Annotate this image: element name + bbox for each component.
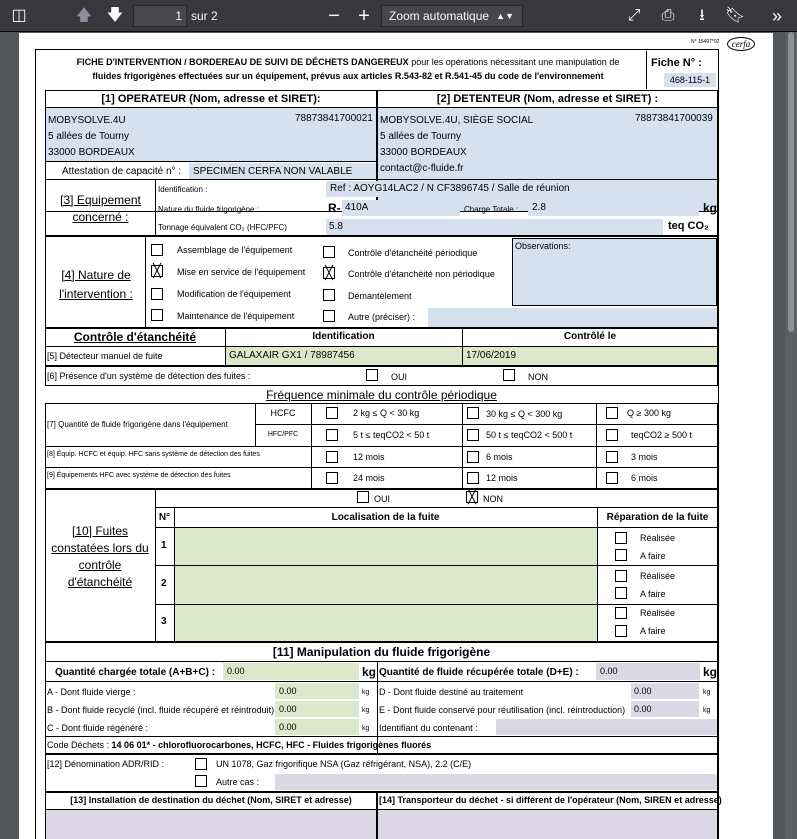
c-field[interactable]: 0.00	[275, 719, 359, 735]
nature-intervention-title: [4] Nature de l'intervention :	[59, 268, 133, 301]
document-viewer	[0, 32, 797, 839]
frequence-title: Fréquence minimale du contrôle périodique	[266, 388, 497, 402]
code-dechets: Code Déchets : 14 06 01* - chlorofluorocarbones, HCFC, HFC - Fluides frigorigènes fluorés	[47, 740, 432, 750]
nature-fluide-label: Nature du fluide frigorigène :	[158, 205, 259, 214]
detection-label: [6] Présence d'un système de détection des fuites :	[47, 371, 251, 381]
detenteur-address: MOBYSOLVE.4U, SIÈGE SOCIAL 5 allées de Tourny 33000 BORDEAUX contact@c-fluide.fr	[380, 115, 534, 174]
checkbox-q9-6[interactable]	[606, 472, 618, 484]
transporteur-header: [14] Transporteur du déchet - si différent de l'opérateur (Nom, SIREN et adresse)	[379, 795, 722, 805]
quantite-label: [7] Quantité de fluide frigorigène dans l'équipement	[47, 420, 228, 429]
operateur-address: MOBYSOLVE.4U 5 allées de Tourny 33000 BORDEAUX	[48, 115, 135, 158]
adr-label: [12] Dénomination ADR/RID :	[47, 759, 165, 769]
chevron-updown-icon: ▲▼	[496, 11, 514, 21]
page-count-label: sur 2	[191, 9, 218, 23]
detecteur-field[interactable]: GALAXAIR GX1 / 78987456	[226, 347, 462, 365]
equip-hcfc-label: [8] Équip. HCFC et équip. HFC sans système de détection des fuites	[47, 451, 260, 458]
detenteur-siret: 78873841700039	[635, 113, 713, 124]
presentation-mode-icon[interactable]: ⤢	[627, 7, 641, 24]
equip-hfc-label: [9] Équipements HFC avec système de détection des fuites	[47, 472, 231, 479]
fuites-title: [10] Fuites constatées lors du contrôle d'étanchéité	[51, 524, 149, 589]
previous-page-icon[interactable]: 🡅	[75, 7, 93, 24]
transporteur-field[interactable]	[378, 810, 717, 839]
detecteur-label: [5] Détecteur manuel de fuite	[47, 351, 163, 361]
e-label: E - Dont fluide conservé pour réutilisation (incl. réintroduction)	[379, 705, 626, 715]
vertical-scrollbar[interactable]	[785, 32, 797, 839]
checkbox-fuite-1-realisee[interactable]	[615, 532, 627, 544]
checkbox-fuite-3-afaire[interactable]	[615, 625, 627, 637]
download-icon[interactable]: ⭳	[699, 7, 705, 24]
checkbox-maintenance[interactable]	[151, 309, 163, 321]
contenant-label: Identifiant du contenant :	[379, 723, 478, 733]
checkbox-fuite-2-afaire[interactable]	[615, 587, 627, 599]
checkbox-modification[interactable]	[151, 288, 163, 300]
checkbox-fuite-3-realisee[interactable]	[615, 607, 627, 619]
fluide-field[interactable]: 410A	[342, 200, 460, 216]
a-label: A - Dont fluide vierge :	[47, 687, 136, 697]
b-field[interactable]: 0.00	[275, 701, 359, 717]
d-field[interactable]: 0.00	[631, 683, 699, 699]
checkbox-autre[interactable]	[323, 310, 335, 322]
checkbox-adr-autre[interactable]	[195, 775, 207, 787]
b-label: B - Dont fluide recyclé (incl. fluide récupéré et réintroduit)	[47, 705, 275, 715]
checkbox-controle-periodique[interactable]	[323, 246, 335, 258]
checkbox-fuites-non[interactable]: ╳	[466, 491, 478, 503]
operateur-header: [1] OPERATEUR (Nom, adresse et SIRET):	[101, 93, 321, 105]
sidebar-toggle-icon[interactable]: ◫	[11, 7, 27, 24]
tools-menu-icon[interactable]: »	[771, 6, 782, 26]
print-icon[interactable]: ⎙	[661, 7, 675, 24]
autre-field[interactable]	[428, 308, 717, 327]
zoom-out-icon[interactable]: −	[328, 5, 340, 27]
charge-label: Charge Totale :	[464, 205, 519, 214]
adr-autre-field[interactable]	[275, 774, 717, 790]
tonnage-field[interactable]: 5.8	[326, 219, 663, 235]
checkbox-fuite-1-afaire[interactable]	[615, 549, 627, 561]
qrecup-label: Quantité de fluide récupérée totale (D+E) :	[379, 667, 579, 678]
bookmark-icon[interactable]: 🔖︎	[724, 7, 746, 24]
checkbox-q9-12[interactable]	[467, 472, 479, 484]
pdf-page: N° 15497*02 cerfa FICHE D'INTERVENTION / BORDEREAU DE SUIVI DE DÉCHETS DANGEREUX pour les opérations nécessitant une manipulation de fluides frigorigènes effectuées sur un équipement, prévus aux articles R.543-82 et R.541-45 du code de l'environnement Fiche N° : 468-115-1 [1] OPERATEUR (Nom, adresse et SIRET): [2] DETENTEUR (Nom, adresse et SIRET) : MOBYSOLVE.4U 5 allées de Tourny 33000 BORDEAUX 78873841700021 MOBYSOLVE.4U, SIÈGE SOCIAL 5 allées de Tourny 33000 BORDEAUX contact@c-fluide.fr 78873841700039 Attestation de capacité n° : SPECIMEN CERFA NON VALABLE [3] Equipement concerné : Identification : Ref : AOYG14LAC2 / N CF3896745 / Salle de réunion Nature du fluide frigorigène : R- 410A Charge Totale : 2.8 kg Tonnage équivalent CO₂ (HFC/PFC) 5.8 teq CO₂ [4] Nature de l'intervention : Assemblage de l'équipement ╳ Mise en service de l'équipement Modification de l'équipement Maintenance de l'équipement Contrôle d'étanchéité périodique ╳ Contrôle d'étanchéité non périodique Démantèlement Autre (préciser) : Observations: Contrôle d'étanchéité Identification Contrôlé le [5] Détecteur manuel de fuite GALAXAIR GX1 / 78987456 17/06/2019 [6] Présence d'un système de détection des fuites : OUI NON Fréquence minimale du contrôle périodique [7] Quantité de fluide frigorigène dans l'équipement HCFC HFC/PFC 2 kg ≤ Q < 30 kg 30 kg ≤ Q < 300 kg Q ≥ 300 kg 5 t ≤ teqCO2 < 50 t 50 t ≤ teqCO2 < 500 t teqCO2 ≥ 500 t [8] Équip. HCFC et équip. HFC sans système de détection des fuites 12 mois 6 mois 3 mois [9] Équipements HFC avec système de détection des fuites 24 mois 12 mois 6 mois [10] Fuites constatées lors du contrôle d'étanchéité OUI ╳ NON N° Localisation de la fuite Réparation de la fuite 1 2 3 Réalisée A faire Réalisée A faire Réalisée A faire [11] Manipulation du fluide frigorigène Quantité chargée totale (A+B+C) : 0.00 kg Quantité de fluide récupérée totale (D+E) : 0.00 kg A - Dont fluide vierge : 0.00 kg B - Dont fluide recyclé (incl. fluide récupéré et réintroduit) 0.00 kg C - Dont fluide régénéré : 0.00 kg D - Dont fluide destiné au traitement 0.00 kg E - Dont fluide conservé pour réutilisation (incl. réintroduction) 0.00 kg Identifiant du contenant : Code Déchets : 14 06 01* - chlorofluorocarbones, HCFC, HFC - Fluides frigorigènes fluorés [12] Dénomination ADR/RID : UN 1078, Gaz frigorifique NSA (Gaz réfrigérant, NSA), 2.2 (C/E) Autre cas : [13] Installation de destination du déchet (Nom, SIRET et adresse) [14] Transporteur du déchet - si différent de l'opérateur (Nom, SIREN et adresse)	[19, 33, 773, 839]
checkbox-q8-3[interactable]	[606, 451, 618, 463]
equipement-title: [3] Equipement concerné :	[60, 193, 141, 224]
attestation-field[interactable]: SPECIMEN CERFA NON VALABLE	[189, 163, 376, 180]
checkbox-q8-12[interactable]	[326, 451, 338, 463]
fuite-1-field[interactable]	[175, 528, 597, 565]
ident-label: Identification :	[158, 185, 208, 194]
checkbox-detection-oui[interactable]	[366, 369, 378, 381]
contenant-field[interactable]	[496, 719, 717, 735]
operateur-siret: 78873841700021	[295, 113, 373, 124]
page-number-input[interactable]	[133, 5, 187, 27]
fiche-number: 468-115-1	[664, 73, 716, 87]
checkbox-controle-non-periodique[interactable]: ╳	[323, 267, 335, 279]
qcharge-field[interactable]: 0.00	[223, 663, 359, 680]
fuite-2-field[interactable]	[175, 566, 597, 604]
checkbox-fuites-oui[interactable]	[357, 491, 369, 503]
next-page-icon[interactable]: 🡇	[106, 7, 124, 24]
checkbox-mise-en-service[interactable]: ╳	[151, 265, 163, 277]
form-title: FICHE D'INTERVENTION / BORDEREAU DE SUIVI DE DÉCHETS DANGEREUX pour les opérations nécessitant une manipulation de fluides frigorigènes effectuées sur un équipement, prévus aux articles R.543-82 et R.541-45 du code de l'environnement	[76, 57, 620, 81]
qcharge-label: Quantité chargée totale (A+B+C) :	[55, 667, 216, 678]
manipulation-title: [11] Manipulation du fluide frigorigène	[272, 645, 491, 659]
pdf-toolbar	[0, 0, 797, 32]
checkbox-teq-5-50[interactable]	[326, 429, 338, 441]
zoom-in-icon[interactable]: +	[358, 5, 370, 27]
a-field[interactable]: 0.00	[275, 683, 359, 699]
qrecup-field[interactable]: 0.00	[596, 663, 700, 680]
d-label: D - Dont fluide destiné au traitement	[379, 687, 524, 697]
controle-title: Contrôle d'étanchéité	[73, 330, 197, 344]
checkbox-teq-500[interactable]	[606, 429, 618, 441]
checkbox-detection-non[interactable]	[503, 369, 515, 381]
zoom-select[interactable]: Zoom automatique ▲▼	[381, 5, 523, 27]
fuite-3-field[interactable]	[175, 605, 597, 641]
checkbox-teq-50-500[interactable]	[467, 429, 479, 441]
installation-field[interactable]	[46, 810, 376, 839]
checkbox-fuite-2-realisee[interactable]	[615, 570, 627, 582]
controle-date-field[interactable]: 17/06/2019	[463, 347, 717, 365]
checkbox-q9-24[interactable]	[326, 472, 338, 484]
checkbox-q-30-300[interactable]	[467, 407, 479, 419]
form-ref-number: N° 15497*02	[691, 39, 720, 45]
attestation-label: Attestation de capacité n° :	[62, 166, 182, 177]
observations-label: Observations:	[515, 241, 571, 251]
detenteur-header: [2] DETENTEUR (Nom, adresse et SIRET) :	[436, 93, 659, 105]
checkbox-q8-6[interactable]	[467, 451, 479, 463]
fiche-label: Fiche N° :	[651, 57, 702, 69]
installation-header: [13] Installation de destination du déchet (Nom, SIRET et adresse)	[70, 795, 352, 805]
checkbox-adr-un[interactable]	[195, 758, 207, 770]
r-prefix: R-	[328, 201, 341, 215]
ident-field[interactable]: Ref : AOYG14LAC2 / N CF3896745 / Salle de réunion	[326, 181, 717, 197]
e-field[interactable]: 0.00	[631, 701, 699, 717]
checkbox-assemblage[interactable]	[151, 244, 163, 256]
c-label: C - Dont fluide régénéré :	[47, 723, 149, 733]
checkbox-q-2-30[interactable]	[326, 407, 338, 419]
cerfa-logo: cerfa	[727, 37, 755, 51]
charge-field[interactable]: 2.8	[528, 200, 699, 216]
scrollbar-thumb[interactable]	[788, 32, 794, 332]
checkbox-demantelement[interactable]	[323, 289, 335, 301]
checkbox-q-300[interactable]	[606, 407, 618, 419]
tonnage-label: Tonnage équivalent CO₂ (HFC/PFC)	[158, 223, 287, 232]
